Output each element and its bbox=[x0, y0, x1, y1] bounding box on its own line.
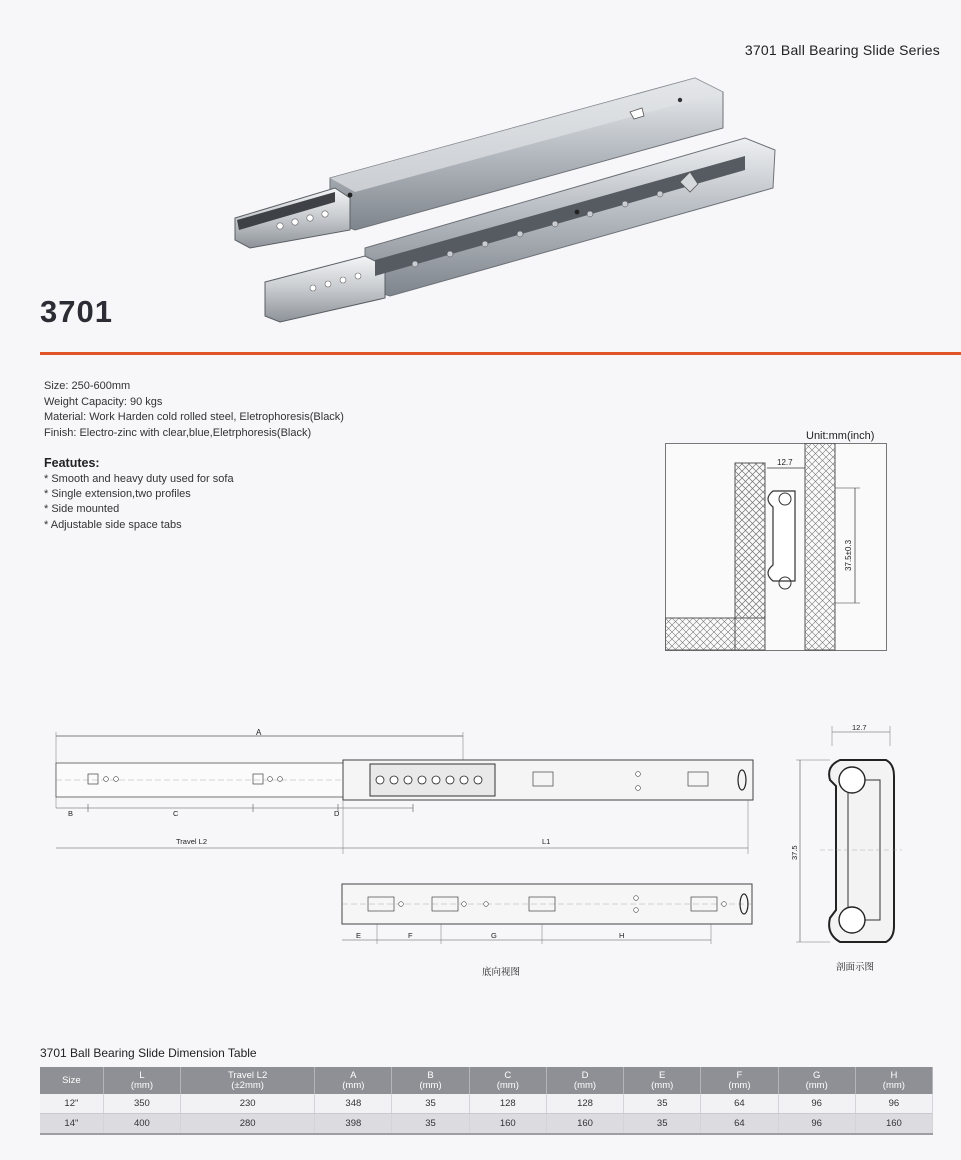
features-heading: Featutes: bbox=[44, 456, 100, 470]
cell-c: 128 bbox=[469, 1094, 546, 1114]
spec-material: Material: Work Harden cold rolled steel, Eletrophoresis(Black) bbox=[44, 411, 344, 423]
label-g: G bbox=[491, 931, 497, 940]
unit-label: Unit:mm(inch) bbox=[806, 430, 875, 442]
table-row bbox=[40, 1094, 933, 1114]
section-view-caption: 剖面示图 bbox=[836, 962, 875, 973]
cell-size: 14" bbox=[40, 1114, 103, 1135]
label-travel: Travel L2 bbox=[176, 837, 207, 846]
feature-item: * Single extension,two profiles bbox=[44, 488, 191, 501]
cell-c: 160 bbox=[469, 1114, 546, 1135]
install-width-label: 12.7 bbox=[777, 458, 793, 467]
col-d: D (mm) bbox=[546, 1067, 623, 1094]
bottom-view-caption: 底向视图 bbox=[482, 967, 521, 978]
accent-rule bbox=[40, 352, 961, 355]
spec-list bbox=[44, 379, 344, 441]
cell-h: 160 bbox=[855, 1114, 932, 1135]
cell-l: 350 bbox=[103, 1094, 180, 1114]
section-view-drawing bbox=[790, 720, 910, 950]
cell-travel: 280 bbox=[181, 1114, 315, 1135]
label-d: D bbox=[334, 809, 340, 818]
spec-weight: Weight Capacity: 90 kgs bbox=[44, 395, 163, 408]
feature-item: * Side mounted bbox=[44, 503, 120, 516]
col-a: A (mm) bbox=[315, 1067, 392, 1094]
section-width-label: 12.7 bbox=[852, 723, 867, 732]
series-title: 3701 Ball Bearing Slide Series bbox=[744, 42, 940, 58]
side-view-drawing bbox=[48, 728, 758, 858]
feature-item: * Smooth and heavy duty used for sofa bbox=[44, 473, 234, 485]
col-b: B (mm) bbox=[392, 1067, 469, 1094]
cell-b: 35 bbox=[392, 1094, 469, 1114]
model-number: 3701 bbox=[40, 294, 113, 329]
cell-d: 160 bbox=[546, 1114, 623, 1135]
col-g: G (mm) bbox=[778, 1067, 855, 1094]
section-height-label: 37.5 bbox=[790, 845, 799, 860]
features-list bbox=[44, 472, 234, 533]
label-c: C bbox=[173, 809, 179, 818]
install-height-label: 37.5±0.3 bbox=[844, 539, 853, 571]
cell-e: 35 bbox=[624, 1094, 701, 1114]
cell-travel: 230 bbox=[181, 1094, 315, 1114]
cell-size: 12" bbox=[40, 1094, 103, 1114]
cell-f: 64 bbox=[701, 1094, 778, 1114]
bottom-view-drawing bbox=[336, 878, 756, 950]
dimension-table bbox=[40, 1067, 933, 1135]
label-a: A bbox=[256, 728, 262, 737]
col-c: C (mm) bbox=[469, 1067, 546, 1094]
cell-b: 35 bbox=[392, 1114, 469, 1135]
product-photo bbox=[225, 70, 785, 340]
cell-a: 348 bbox=[315, 1094, 392, 1114]
cell-g: 96 bbox=[778, 1094, 855, 1114]
installation-diagram bbox=[665, 443, 887, 651]
label-b: B bbox=[68, 809, 74, 818]
col-travel: Travel L2 (±2mm) bbox=[181, 1067, 315, 1094]
cell-l: 400 bbox=[103, 1114, 180, 1135]
feature-item: * Adjustable side space tabs bbox=[44, 518, 182, 531]
spec-finish: Finish: Electro-zinc with clear,blue,Eletrphoresis(Black) bbox=[44, 426, 312, 439]
label-l1: L1 bbox=[542, 837, 551, 846]
cell-f: 64 bbox=[701, 1114, 778, 1135]
col-f: F (mm) bbox=[701, 1067, 778, 1094]
col-e: E (mm) bbox=[624, 1067, 701, 1094]
col-h: H (mm) bbox=[855, 1067, 932, 1094]
label-f: F bbox=[408, 931, 413, 940]
cell-h: 96 bbox=[855, 1094, 932, 1114]
col-size: Size bbox=[40, 1067, 103, 1094]
label-h: H bbox=[619, 931, 625, 940]
table-header-row bbox=[40, 1067, 933, 1094]
cell-e: 35 bbox=[624, 1114, 701, 1135]
col-l: L (mm) bbox=[103, 1067, 180, 1094]
cell-d: 128 bbox=[546, 1094, 623, 1114]
spec-size: Size: 250-600mm bbox=[44, 380, 131, 392]
table-title: 3701 Ball Bearing Slide Dimension Table bbox=[40, 1046, 257, 1060]
cell-a: 398 bbox=[315, 1114, 392, 1135]
table-row bbox=[40, 1114, 933, 1135]
label-e: E bbox=[356, 931, 362, 940]
cell-g: 96 bbox=[778, 1114, 855, 1135]
